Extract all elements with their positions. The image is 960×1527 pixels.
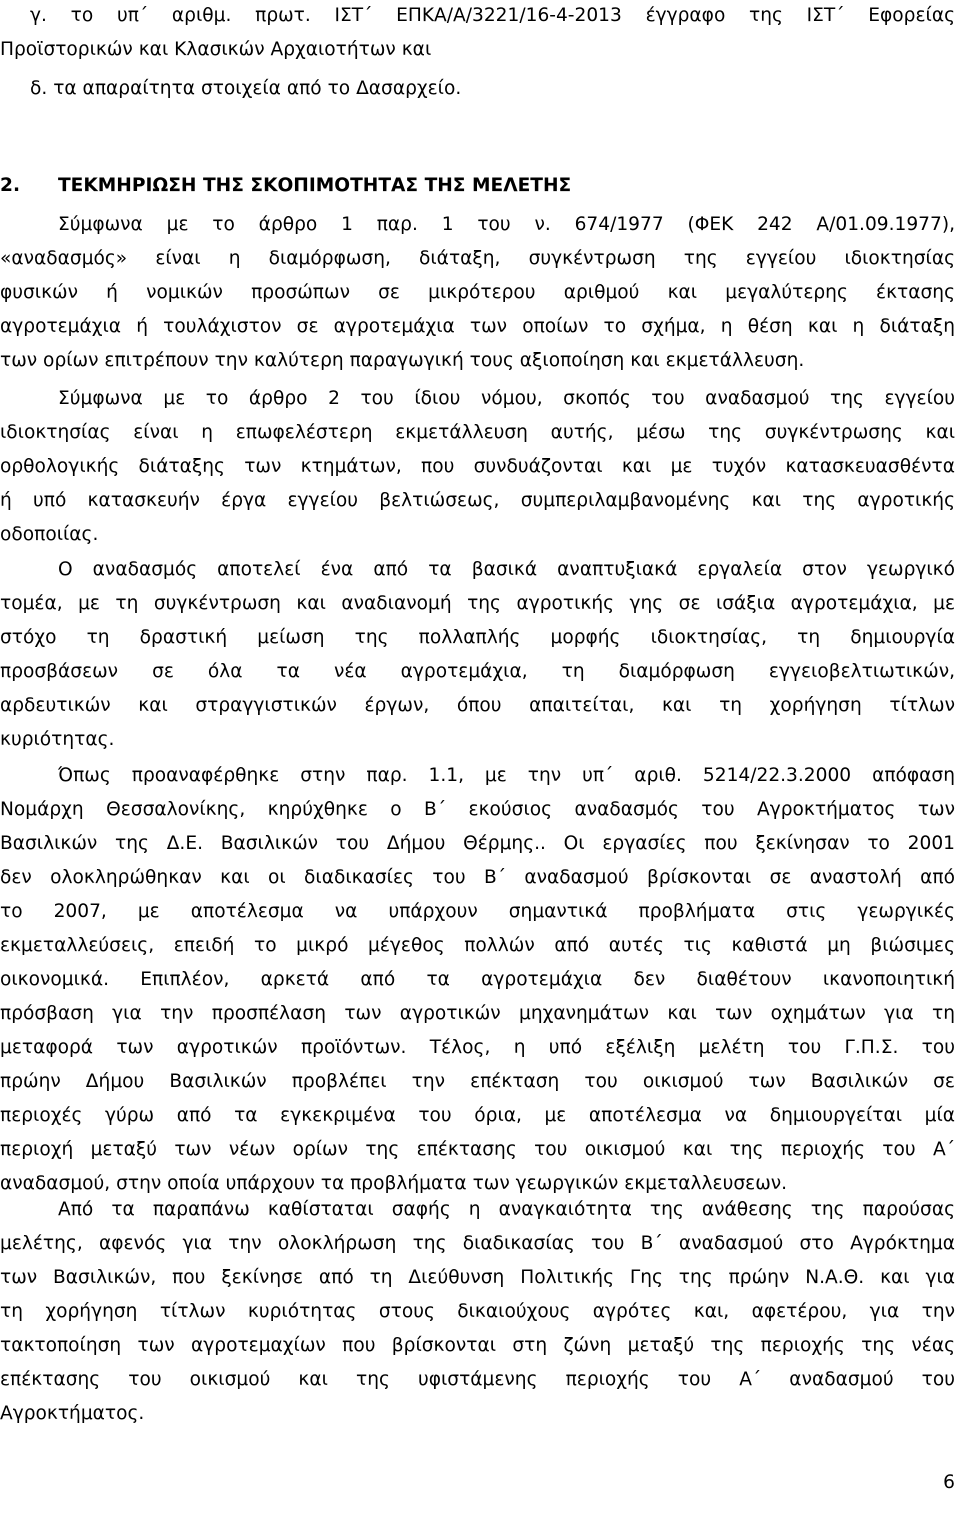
text-line: πρώην Δήμου Βασιλικών προβλέπει την επέκταση του οικισμού των Βασιλικών σε [0,1071,955,1092]
text-line: δεν ολοκληρώθηκαν και οι διαδικασίες του Β΄ αναδασμού βρίσκονται σε αναστολή από [0,867,955,888]
text-line: εκμεταλλεύσεις, επειδή το μικρό μέγεθος πολλών από αυτές τις καθιστά μη βιώσιμες [0,935,955,956]
text-line: Αγροκτήματος. [0,1403,145,1424]
text-line: Ο αναδασμός αποτελεί ένα από τα βασικά αναπτυξιακά εργαλεία στον γεωργικό [58,559,955,580]
page-number: 6 [943,1472,955,1493]
text-line: «αναδασμός» είναι η διαμόρφωση, διάταξη, συγκέντρωση της εγγείου ιδιοκτησίας [0,248,955,269]
paragraph-3 [0,553,955,757]
text-line: Νομάρχη Θεσσαλονίκης, κηρύχθηκε ο Β΄ εκούσιος αναδασμός του Αγροκτήματος των [0,799,955,820]
text-line: πρόσβαση για την προσπέλαση των αγροτικών μηχανημάτων και των οχημάτων για τη [0,1003,955,1024]
item-d [30,72,960,106]
text-line: Βασιλικών της Δ.Ε. Βασιλικών του Δήμου Θέρμης.. Οι εργασίες που ξεκίνησαν το 2001 [0,833,955,854]
text-line: αγροτεμάχια ή τουλάχιστον σε αγροτεμάχια των οποίων το σχήμα, η θέση και η διάταξη [0,316,955,337]
paragraph-5 [0,1193,955,1431]
text-line: Όπως προαναφέρθηκε στην παρ. 1.1, με την υπ΄ αριθ. 5214/22.3.2000 απόφαση [58,765,955,786]
text-line: Σύμφωνα με το άρθρο 1 παρ. 1 του ν. 674/1977 (ΦΕΚ 242 Α/01.09.1977), [58,214,955,235]
text-line: Προϊστορικών και Κλασικών Αρχαιοτήτων και [0,39,432,60]
text-line: φυσικών ή νομικών προσώπων σε μικρότερου αριθμού και μεγαλύτερης έκτασης [0,282,955,303]
text-line: αναδασμού, στην οποία υπάρχουν τα προβλήματα των γεωργικών εκμεταλλευσεων. [0,1173,788,1194]
text-line: το 2007, με αποτέλεσμα να υπάρχουν σημαντικά προβλήματα στις γεωργικές [0,901,955,922]
paragraph-4 [0,759,955,1201]
text-line: περιοχή μεταξύ των νέων ορίων της επέκτασης του οικισμού και της περιοχής του Α΄ [0,1139,955,1160]
text-line: μελέτης, αφενός για την ολοκλήρωση της διαδικασίας του Β΄ αναδασμού στο Αγρόκτημα [0,1233,955,1254]
text-line: προσβάσεων σε όλα τα νέα αγροτεμάχια, τη διαμόρφωση εγγειοβελτιωτικών, [0,661,955,682]
text-line: γ. το υπ΄ αριθμ. πρωτ. ΙΣΤ΄ ΕΠΚΑ/Α/3221/16-4-2013 έγγραφο της ΙΣΤ΄ Εφορείας [30,5,955,26]
text-line: μεταφορά των αγροτικών προϊόντων. Τέλος, η υπό εξέλιξη μελέτη του Γ.Π.Σ. του [0,1037,955,1058]
text-line: περιοχές γύρω από τα εγκεκριμένα του όρια, με αποτέλεσμα να δημιουργείται μία [0,1105,955,1126]
text-line: των Βασιλικών, που ξεκίνησε από τη Διεύθυνση Πολιτικής Γης της πρώην Ν.Α.Θ. και για [0,1267,955,1288]
text-line: οικονομικά. Επιπλέον, αρκετά από τα αγροτεμάχια δεν διαθέτουν ικανοποιητική [0,969,955,990]
section-heading [0,169,955,203]
section-title: ΤΕΚΜΗΡΙΩΣΗ ΤΗΣ ΣΚΟΠΙΜΟΤΗΤΑΣ ΤΗΣ ΜΕΛΕΤΗΣ [58,175,572,196]
text-line: οδοποιίας. [0,524,99,545]
text-line: αρδευτικών και στραγγιστικών έργων, όπου απαιτείται, και τη χορήγηση τίτλων [0,695,955,716]
item-g [30,0,955,33]
text-line: τακτοποίηση των αγροτεμαχίων που βρίσκονται στη ζώνη μεταξύ της περιοχής της νέας [0,1335,955,1356]
paragraph-2 [0,382,955,552]
text-line: των ορίων επιτρέπουν την καλύτερη παραγωγική τους αξιοποίηση και εκμετάλλευση. [0,350,805,371]
paragraph-1 [0,208,955,378]
text-line: δ. τα απαραίτητα στοιχεία από το Δασαρχείο. [30,78,462,99]
text-line: επέκτασης του οικισμού και της υφιστάμενης περιοχής του Α΄ αναδασμού του [0,1369,955,1390]
text-line: ορθολογικής διάταξης των κτημάτων, που συνδυάζονται και με τυχόν κατασκευασθέντα [0,456,955,477]
text-line: ή υπό κατασκευήν έργα εγγείου βελτιώσεως, συμπεριλαμβανομένης και της αγροτικής [0,490,955,511]
text-line: στόχο τη δραστική μείωση της πολλαπλής μορφής ιδιοκτησίας, τη δημιουργία [0,627,955,648]
item-g-continuation [0,33,955,67]
text-line: κυριότητας. [0,729,115,750]
section-number: 2. [0,175,21,196]
text-line: τομέα, με τη συγκέντρωση και αναδιανομή της αγροτικής γης σε ισάξια αγροτεμάχια, με [0,593,955,614]
text-line: τη χορήγηση τίτλων κυριότητας στους δικαιούχους αγρότες και, αφετέρου, για την [0,1301,955,1322]
text-line: Από τα παραπάνω καθίσταται σαφής η αναγκαιότητα της ανάθεσης της παρούσας [58,1199,955,1220]
text-line: Σύμφωνα με το άρθρο 2 του ίδιου νόμου, σκοπός του αναδασμού της εγγείου [58,388,955,409]
text-line: ιδιοκτησίας είναι η επωφελέστερη εκμετάλλευση αυτής, μέσω της συγκέντρωσης και [0,422,955,443]
